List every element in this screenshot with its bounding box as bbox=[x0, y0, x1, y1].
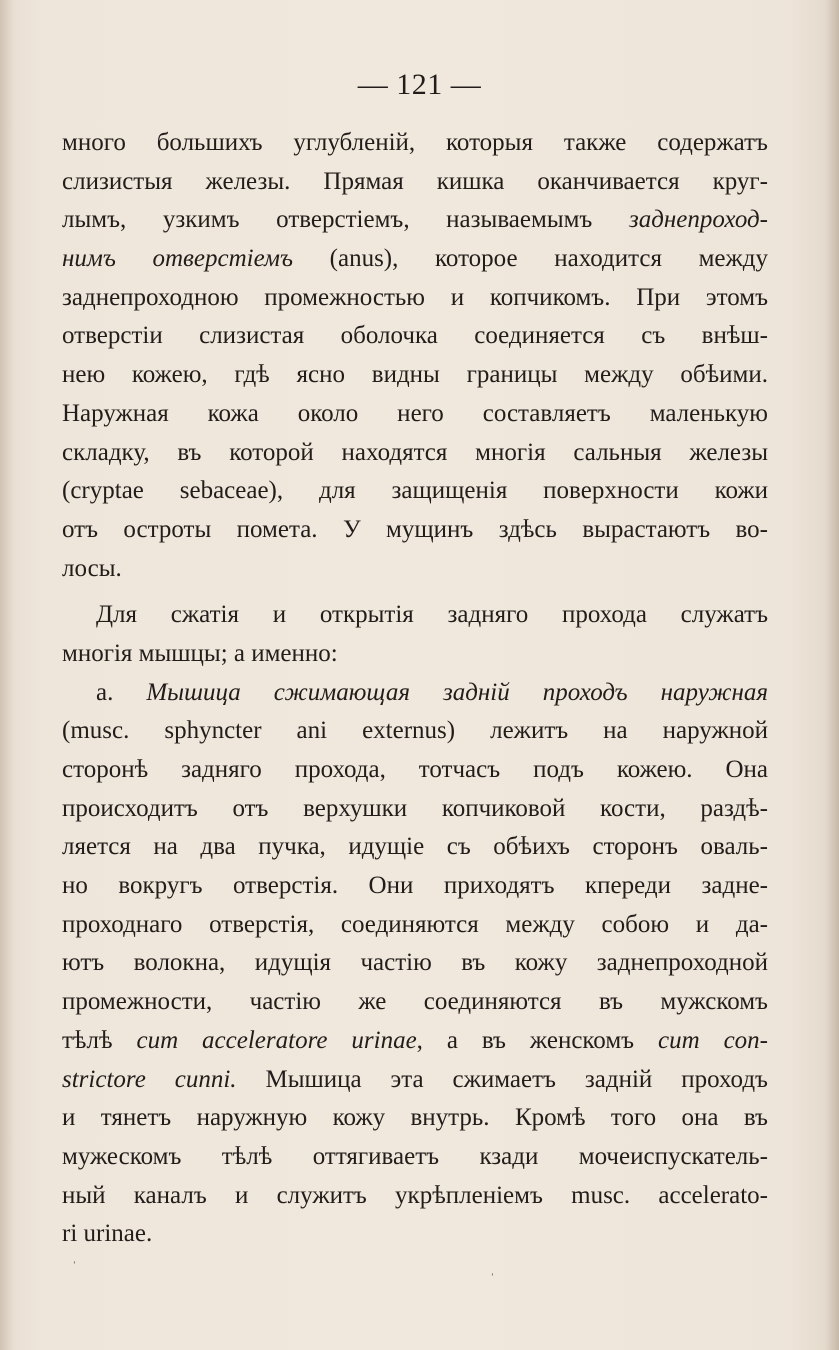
text-line bbox=[62, 1138, 768, 1177]
text-line bbox=[62, 1099, 768, 1138]
text-segment: Для сжатія и открытія задняго прохода служатъ bbox=[96, 601, 768, 629]
text-segment: сторонѣ задняго прохода, тотчасъ подъ кожею. Она bbox=[62, 756, 768, 783]
text-segment: ляется на два пучка, идущіе съ обѣихъ сторонъ оваль- bbox=[62, 833, 768, 861]
text-segment: мужескомъ тѣлѣ оттягиваетъ кзади мочеиспускатель- bbox=[62, 1142, 768, 1170]
print-speck: ˈ bbox=[72, 1260, 77, 1275]
text-segment: промежности, частію же соединяются въ мужскомъ bbox=[62, 988, 768, 1016]
text-segment: но вокругъ отверстія. Они приходятъ кпереди задне- bbox=[62, 872, 768, 900]
text-line bbox=[62, 983, 768, 1022]
text-line bbox=[62, 434, 768, 473]
text-line bbox=[62, 1177, 768, 1216]
text-line bbox=[62, 867, 768, 906]
text-line bbox=[62, 550, 768, 589]
text-line bbox=[62, 124, 768, 163]
text-segment: , а въ женскомъ bbox=[416, 1026, 658, 1054]
italic-text-segment: заднепроход- bbox=[628, 206, 768, 234]
text-line bbox=[62, 1215, 768, 1254]
text-segment: ютъ волокна, идущія частію въ кожу заднепроходной bbox=[62, 949, 768, 977]
page-number: — 121 — bbox=[357, 68, 482, 101]
text-segment: отверстіи слизистая оболочка соединяется съ внѣш- bbox=[62, 322, 768, 350]
text-line bbox=[62, 317, 768, 356]
text-segment: ный каналъ и служитъ укрѣпленіемъ musc. accelerato- bbox=[62, 1181, 768, 1209]
text-segment: проходнаго отверстія, соединяются между собою и да- bbox=[62, 910, 768, 938]
text-line bbox=[62, 240, 768, 279]
text-segment: складку, въ которой находятся многія сальныя железы bbox=[62, 438, 768, 466]
text-line bbox=[62, 596, 768, 635]
text-segment: слизистыя железы. Прямая кишка оканчивается круг- bbox=[62, 167, 768, 195]
text-line bbox=[62, 712, 768, 751]
italic-text-segment: cum acceleratore urinae bbox=[136, 1026, 417, 1054]
text-line bbox=[62, 201, 768, 240]
body-text bbox=[62, 124, 768, 1254]
text-line bbox=[62, 790, 768, 829]
text-line bbox=[62, 674, 768, 713]
text-line bbox=[62, 511, 768, 550]
text-line bbox=[62, 828, 768, 867]
print-speck: ˈ bbox=[490, 1272, 495, 1287]
text-segment: Наружная кожа около него составляетъ маленькую bbox=[62, 399, 768, 427]
text-line bbox=[62, 944, 768, 983]
italic-text-segment: strictore cunni. bbox=[62, 1065, 237, 1093]
text-segment: (cryptae sebaceae), для защищенія поверхности кожи bbox=[62, 477, 768, 505]
text-segment: отъ остроты помета. У мущинъ здѣсь вырастаютъ во- bbox=[62, 515, 768, 543]
left-page-edge-shadow bbox=[0, 0, 14, 1350]
text-line bbox=[62, 356, 768, 395]
text-segment: заднепроходною промежностью и копчикомъ. При этомъ bbox=[62, 283, 768, 311]
text-segment: a. bbox=[96, 678, 147, 706]
italic-text-segment: cum con- bbox=[658, 1026, 768, 1054]
text-segment: и тянетъ наружную кожу внутрь. Кромѣ того она въ bbox=[62, 1104, 768, 1132]
text-segment: многія мышцы; а именно: bbox=[62, 639, 338, 667]
text-segment: нею кожею, гдѣ ясно видны границы между обѣими. bbox=[62, 361, 768, 389]
text-segment: много большихъ углубленій, которыя также содержатъ bbox=[62, 129, 768, 156]
text-segment: Мышица эта сжимаетъ задній проходъ bbox=[236, 1065, 768, 1093]
right-page-edge-shadow bbox=[825, 0, 839, 1350]
text-line bbox=[62, 472, 768, 511]
text-line bbox=[62, 906, 768, 945]
text-line bbox=[62, 635, 768, 674]
text-segment: (anus), которое находится между bbox=[293, 245, 769, 273]
text-line bbox=[62, 1061, 768, 1100]
italic-text-segment: нимъ отверстіемъ bbox=[62, 245, 293, 273]
text-line bbox=[62, 163, 768, 202]
text-segment: тѣлѣ bbox=[62, 1026, 137, 1054]
text-line bbox=[62, 395, 768, 434]
text-segment: лосы. bbox=[62, 554, 122, 582]
text-segment: (musc. sphyncter ani externus) лежитъ на наружной bbox=[62, 717, 768, 745]
text-segment: лымъ, узкимъ отверстіемъ, называемымъ bbox=[62, 206, 629, 234]
text-line bbox=[62, 279, 768, 318]
text-segment: происходитъ отъ верхушки копчиковой кости, раздѣ- bbox=[62, 794, 768, 822]
text-segment: ri urinae. bbox=[62, 1220, 153, 1248]
text-line bbox=[62, 751, 768, 790]
text-line bbox=[62, 1022, 768, 1061]
italic-text-segment: Мышица сжимающая задній проходъ наружная bbox=[146, 678, 768, 706]
